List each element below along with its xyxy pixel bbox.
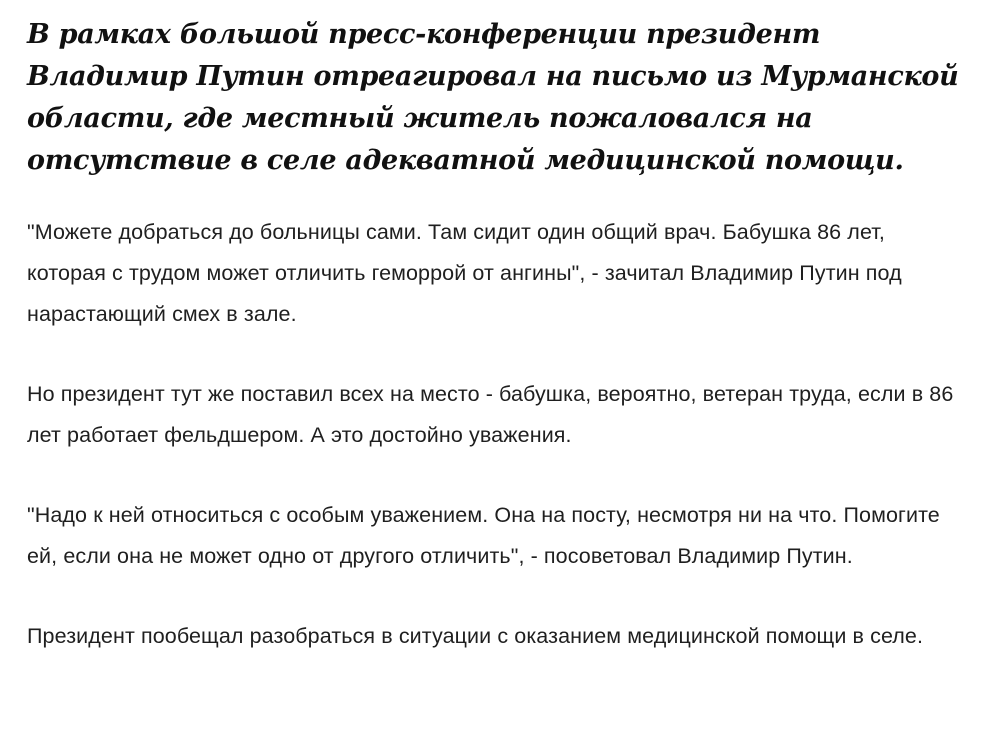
article (27, 14, 967, 696)
article-paragraph-3: "Надо к ней относиться с особым уважением. Она на посту, несмотря ни на что. Помогите ей, если она не может одно от другого отличить", - посоветовал Владимир Путин. (27, 503, 940, 568)
article-paragraph-1: "Можете добраться до больницы сами. Там сидит один общий врач. Бабушка 86 лет, которая с трудом может отличить геморрой от ангины", - зачитал Владимир Путин под нарастающий смех в зале. (27, 220, 902, 326)
article-paragraph-2: Но президент тут же поставил всех на место - бабушка, вероятно, ветеран труда, если в 86 лет работает фельдшером. А это достойно уважения. (27, 382, 954, 447)
article-paragraph-4: Президент пообещал разобраться в ситуации с оказанием медицинской помощи в селе. (27, 624, 924, 648)
article-lead: В рамках большой пресс-конференции президент Владимир Путин отреагировал на письмо из Мурманской области, где местный житель пожаловался на отсутствие в селе адекватной медицинской помощи. (27, 19, 959, 176)
